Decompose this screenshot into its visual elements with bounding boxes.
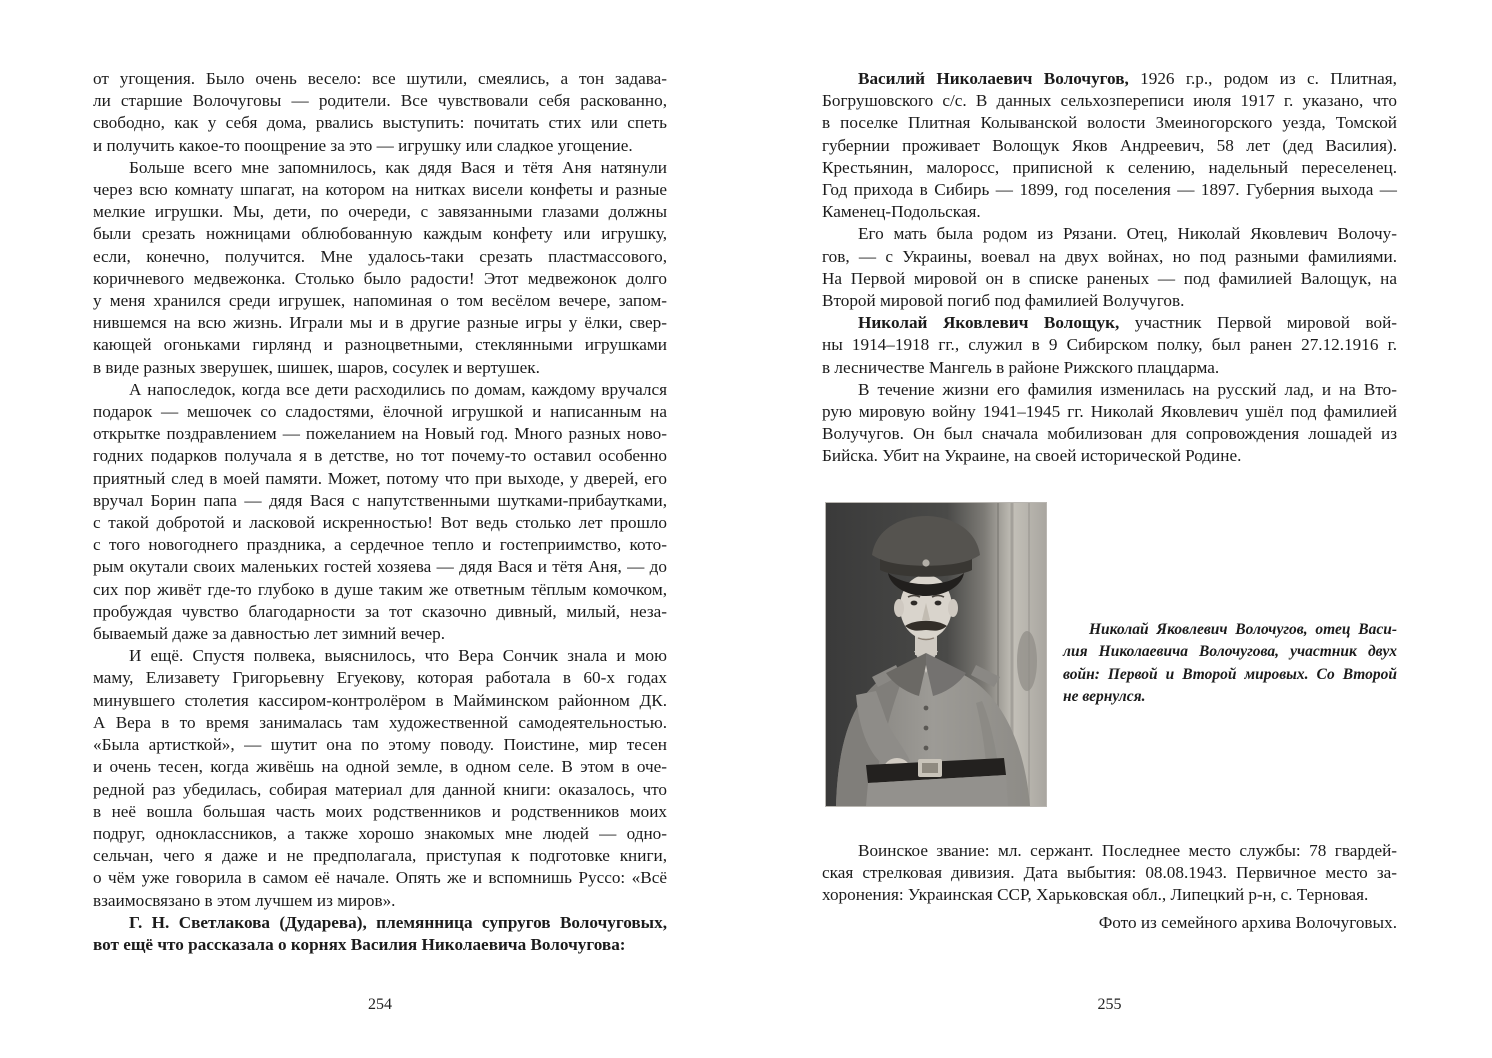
text-line: и получить какое-то поощрение за это — игрушку или сладкое угощение. bbox=[93, 135, 633, 155]
text-line: нившемся на всю жизнь. Играли мы и в другие разные игры у ёлки, свер- bbox=[93, 313, 667, 333]
text-line: бываемый даже за давностью лет зимний вечер. bbox=[93, 624, 445, 644]
text-line bbox=[822, 312, 1397, 334]
text-line: губернии проживает Волощук Яков Андреевич, 58 лет (дед Василия). bbox=[822, 135, 1397, 155]
text-line: сих пор живёт где-то глубоко в душе таким же ответным тёплым комочком, bbox=[93, 579, 667, 599]
text-line: редной раз убедилась, собирая материал для данной книги: оказалось, что bbox=[93, 779, 667, 799]
text-line: Год прихода в Сибирь — 1899, год поселения — 1897. Губерния выхода — bbox=[822, 180, 1397, 200]
text-line: лия Николаевича Волочугова, участник двух bbox=[1063, 643, 1397, 661]
text-line: пробуждая чувство благодарности за тот сказочно дивный, милый, неза- bbox=[93, 601, 667, 621]
text-line: А напоследок, когда все дети расходились по домам, каждому вручался bbox=[129, 379, 667, 399]
paragraph-bold bbox=[93, 912, 667, 956]
text-line: подруг, одноклассников, а также хорошо знакомых мне людей — одно- bbox=[93, 823, 667, 843]
text-line: сельчан, чего я даже и не предполагала, приступая к подготовке книги, bbox=[93, 846, 667, 866]
text-line: подарок — мешочек со сладостями, ёлочной игрушкой и написанным на bbox=[93, 402, 667, 422]
bold-lead-name: Николай Яковлевич Волощук, bbox=[858, 313, 1120, 333]
text-line: Бийска. Убит на Украине, на своей исторической Родине. bbox=[822, 446, 1242, 466]
page-number-left: 254 bbox=[368, 996, 392, 1013]
lead-rest-text: участник Первой мировой вой- bbox=[1119, 313, 1397, 333]
text-line: кающей огоньками гирлянд и разноцветными, стеклянными игрушками bbox=[93, 335, 667, 355]
text-line: Николай Яковлевич Волочугов, отец Васи- bbox=[1089, 621, 1397, 638]
bold-lead-name: Василий Николаевич Волочугов, bbox=[858, 69, 1129, 88]
text-line: коричневого медвежонка. Столько было радости! Этот медвежонок долго bbox=[93, 268, 667, 288]
text-line: «Была артисткой», — шутит она по этому поводу. Поистине, мир тесен bbox=[93, 735, 667, 755]
paragraph-rest bbox=[822, 90, 1397, 223]
text-line: были срезать ножницами облюбованную каждым конфету или игрушку, bbox=[93, 224, 667, 244]
text-line: в лесничестве Мангель в районе Рижского плацдарма. bbox=[822, 357, 1220, 377]
photo-credit: Фото из семейного архива Волочуговых. bbox=[1098, 913, 1397, 932]
text-line: открытке поздравлением — пожеланием на Новый год. Много разных ново- bbox=[93, 424, 667, 444]
text-line bbox=[822, 68, 1397, 90]
text-line: в неё вошла большая часть моих родственников и родственников моих bbox=[93, 801, 667, 821]
text-line: Каменец-Подольская. bbox=[822, 202, 981, 222]
text-line: Волучугов. Он был сначала мобилизован для сопровождения лошадей из bbox=[822, 424, 1397, 444]
paragraph-rest bbox=[822, 334, 1397, 378]
text-line: гов, — с Украины, воевал на двух войнах, но под разными фамилиями. bbox=[822, 246, 1397, 266]
page-254 bbox=[93, 68, 667, 956]
text-line: с такой добротой и ласковой искренностью! Вот ведь столько лет прошло bbox=[93, 513, 667, 533]
text-line: войн: Первой и Второй мировых. Со Второй bbox=[1063, 665, 1397, 683]
text-line: ская стрелковая дивизия. Дата выбытия: 08.08.1943. Первичное место за- bbox=[822, 863, 1397, 883]
text-line: у меня хранился среди игрушек, напоминая о том весёлом вечере, запом- bbox=[93, 291, 667, 311]
photo-caption bbox=[1063, 619, 1397, 708]
paragraph bbox=[93, 157, 667, 379]
text-line: На Первой мировой он в списке раненых — под фамилией Валощук, на bbox=[822, 268, 1397, 288]
text-line: рую мировую войну 1941–1945 гг. Николай Яковлевич ушёл под фамилией bbox=[822, 402, 1397, 422]
text-line: вот ещё что рассказала о корнях Василия Николаевича Волочугова: bbox=[93, 934, 626, 954]
soldier-portrait-photo bbox=[826, 503, 1046, 806]
text-line: если, конечно, получится. Мне удалось-таки срезать пластмассового, bbox=[93, 246, 667, 266]
text-line: через всю комнату шпагат, на котором на нитках висели конфеты и разные bbox=[93, 180, 667, 200]
text-line: не вернулся. bbox=[1063, 687, 1146, 705]
text-line: свободно, как у себя дома, рвались выступить: почитать стих или спеть bbox=[93, 113, 667, 133]
text-line: вручал Борин папа — дядя Вася с напутственными шутками-прибаутками, bbox=[93, 490, 667, 510]
lead-rest-text: 1926 г.р., родом из с. Плитная, bbox=[1128, 69, 1397, 88]
text-line: от угощения. Было очень весело: все шутили, смеялись, а тон задава- bbox=[93, 69, 667, 88]
paragraph bbox=[93, 379, 667, 645]
paragraph bbox=[822, 312, 1397, 379]
text-line: годних подарков получала я в детстве, но тот почему-то оставил особенно bbox=[93, 446, 667, 466]
text-line: ны 1914–1918 гг., служил в 9 Сибирском полку, был ранен 27.12.1916 г. bbox=[822, 335, 1397, 355]
paragraph bbox=[822, 840, 1397, 907]
text-line: ли старшие Волочуговы — родители. Все чувствовали себя раскованно, bbox=[93, 91, 667, 111]
text-line: и очень тесен, когда живёшь на одной земле, в одном селе. В этом в оче- bbox=[93, 757, 667, 777]
text-line: с того новогоднего праздника, а сердечное тепло и гостеприимство, кото- bbox=[93, 535, 667, 555]
text-line: маму, Елизавету Григорьевну Егуекову, которая работала в 60-х годах bbox=[93, 668, 667, 688]
text-line: в виде разных зверушек, шишек, шаров, сосулек и вертушек. bbox=[93, 357, 540, 377]
text-line: рым окутали своих маленьких гостей хозяева — дядя Вася и тётя Аня, — до bbox=[93, 557, 667, 577]
text-line: И ещё. Спустя полвека, выяснилось, что Вера Сончик знала и мою bbox=[129, 646, 667, 666]
text-line: мелкие игрушки. Мы, дети, по очереди, с завязанными глазами должны bbox=[93, 202, 667, 222]
text-line: приятный след в моей памяти. Может, потому что при выходе, у дверей, его bbox=[93, 468, 667, 488]
paragraph bbox=[93, 68, 667, 157]
text-line: взаимосвязано в этом лучшем из миров». bbox=[93, 890, 396, 910]
text-line: Его мать была родом из Рязани. Отец, Николай Яковлевич Волочу- bbox=[858, 224, 1397, 244]
page-number-right: 255 bbox=[1097, 996, 1122, 1013]
text-line: Второй мировой погиб под фамилией Волучугов. bbox=[822, 291, 1185, 311]
text-line: А Вера в то время занималась там художественной самодеятельностью. bbox=[93, 712, 667, 732]
text-line: Воинское звание: мл. сержант. Последнее место службы: 78 гвардей- bbox=[858, 841, 1397, 860]
text-line: в поселке Плитная Колыванской волости Змеиногорского уезда, Томской bbox=[822, 113, 1397, 133]
paragraph bbox=[822, 223, 1397, 312]
photo-image bbox=[826, 503, 1046, 806]
text-line: о чём уже говорила в самом её начале. Опять же и вспомнишь Руссо: «Всё bbox=[93, 868, 667, 888]
text-line: Г. Н. Светлакова (Дударева), племянница супругов Волочуговых, bbox=[129, 912, 667, 932]
paragraph bbox=[93, 645, 667, 911]
text-line: Богрушовского с/с. В данных сельхозпереписи июля 1917 г. указано, что bbox=[822, 91, 1397, 111]
text-line: минувшего столетия кассиром-контролёром в Майминском районном ДК. bbox=[93, 690, 667, 710]
text-line: Больше всего мне запомнилось, как дядя Вася и тётя Аня натянули bbox=[129, 157, 667, 177]
page-255 bbox=[822, 68, 1397, 932]
text-line: В течение жизни его фамилия изменилась на русский лад, и на Вто- bbox=[858, 379, 1397, 399]
paragraph bbox=[822, 68, 1397, 223]
paragraph bbox=[822, 379, 1397, 468]
text-line: Крестьянин, малоросс, приписной к селению, надельный переселенец. bbox=[822, 157, 1397, 177]
text-line: хоронения: Украинская ССР, Харьковская обл., Липецкий р-н, с. Терновая. bbox=[822, 885, 1369, 905]
